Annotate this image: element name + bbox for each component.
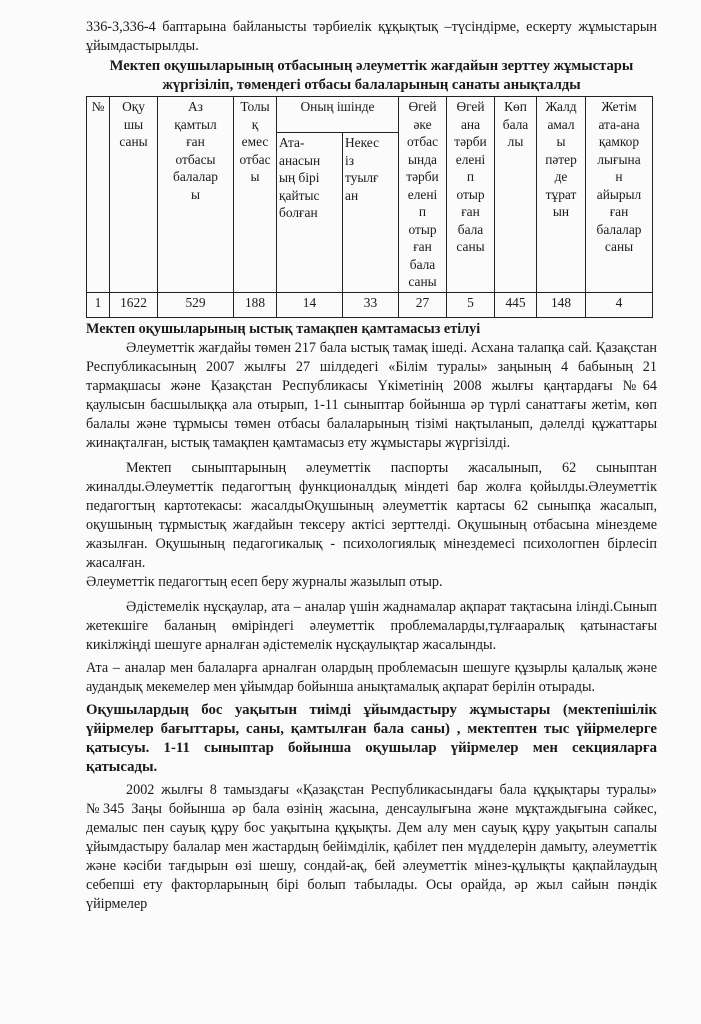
- family-category-table: [86, 96, 653, 318]
- col-out-of-wedlock-header: Некес із туылғ ан: [343, 133, 399, 292]
- col-low-income-header: Аз қамтыл ған отбасы балалар ы: [158, 97, 234, 293]
- table-cell: 1622: [110, 292, 158, 317]
- table-cell: 148: [537, 292, 586, 317]
- table-cell: 5: [447, 292, 495, 317]
- col-students-header: Оқу шы саны: [110, 97, 158, 293]
- table-cell: 27: [399, 292, 447, 317]
- survey-heading: Мектеп оқушыларының отбасының әлеуметтік жағдайын зерттеу жұмыстары жүргізіліп, төмендегі отбасы балаларының санаты анықталды: [109, 58, 634, 93]
- col-large-family-header: Көп бала лы: [495, 97, 537, 293]
- col-stepmother-header: Өгей ана тәрби елені п отыр ған бала саны: [447, 97, 495, 293]
- table-cell: 4: [586, 292, 653, 317]
- col-one-parent-died-header: Ата- анасын ың бірі қайтыс болған: [277, 133, 343, 292]
- methodical-paragraph: Әдістемелік нұсқаулар, ата – аналар үшін жаднамалар ақпарат тақтасына ілінді.Сынып жетекшіге баланың өміріндегі әлеуметтік проблемаларды,тұлғааралық қатынастағы кикілжіңді шешуге арналған әдістемелік нұсқаулықтар жасалынды.: [86, 598, 657, 653]
- col-num-header: №: [87, 97, 110, 293]
- col-rented-header: Жалд амал ы пәтер де тұрат ын: [537, 97, 586, 293]
- reference-paragraph: Ата – аналар мен балаларға арналған олардың проблемасын шешуге құзырлы қалалық және аудандық мекемелер мен ұйымдар бойынша анықтамалық ақпарат берілін отырады.: [86, 659, 657, 695]
- col-stepfather-header: Өгей әке отбас ында тәрби елені п отыр ған бала саны: [399, 97, 447, 293]
- table-header-row: [87, 97, 653, 133]
- rights-paragraph: 2002 жылғы 8 тамыздағы «Қазақстан Республикасындағы бала құқықтары туралы» №345 Заңы бойынша әр бала өзінің жасына, денсаулығына және мұқтаждығына сәйкес, демалыс пен сауық құру бос уақытына құқықты. Дем алу мен сауық құру уақытын сапалы ұйымдастыру балалар мен жастардың бейімділік, қабілет пен мүдделерін дамыту, әлеуметтік және кәсіби тағдырын өзі шешу, сондай-ақ, бей әлеуметтік мінез-құлықты қақпайлаудың себепші ету факторларының бірі болып табылады. Осы орайда, әр жыл сайын пәндік үйірмелер: [86, 781, 657, 912]
- table-cell: 529: [158, 292, 234, 317]
- intro-line: 336-3,336-4 баптарына байланысты тәрбиелік құқықтық –түсіндірме, ескерту жұмыстарын ұйымдастырылды.: [86, 19, 657, 54]
- leisure-heading: Оқушылардың бос уақытын тиімді ұйымдастыру жұмыстары (мектепішілік үйірмелер бағыттары, саны, қамтылған бала саны) , мектептен тыс үйірмелерге қатысуы. 1-11 сыныптар бойынша оқушылар үйірмелер мен секцияларға қатысады.: [86, 701, 657, 775]
- journal-line: Әлеуметтік педагогтың есеп беру журналы жазылып отыр.: [86, 573, 443, 590]
- col-of-which-header: Оның ішінде: [277, 97, 399, 133]
- table-cell: 445: [495, 292, 537, 317]
- col-orphans-header: Жетім ата-ана қамкор лығына н айырыл ған балалар саны: [586, 97, 653, 293]
- meals-heading: Мектеп оқушыларының ыстық тамақпен қамтамасыз етілуі: [86, 320, 481, 337]
- table-cell: 188: [234, 292, 277, 317]
- passport-paragraph: Мектеп сыныптарының әлеуметтік паспорты жасалынып, 62 сыныптан жиналды.Әлеуметтік педагогтың функционалдық міндеті бар жолға қойылды.Әлеуметтік педагогтың картотекасы: жасалдыОқушының әлеуметтік картасы 62 сыныпқа жасалып, оқушының тұрмыстық жағдайын тексеру актісі зерттелді. Оқушының отбасына мінездеме жазылған. Оқушының педагогикалық - психологиялық мінездемесі психологпен бірлесіп жасалған.: [86, 459, 657, 571]
- table-cell: 14: [277, 292, 343, 317]
- table-cell: 33: [343, 292, 399, 317]
- table-row: [87, 292, 653, 317]
- col-incomplete-header: Толы қ емес отбас ы: [234, 97, 277, 293]
- table-cell: 1: [87, 292, 110, 317]
- meals-paragraph: Әлеуметтік жағдайы төмен 217 бала ыстық тамақ ішеді. Асхана талапқа сай. Қазақстан Республикасының 2007 жылғы 27 шілдедегі «Білім туралы» заңының 4 бабының 21 тармақшасы және Қазақстан Республикасы Үкіметінің 2008 жылғы қаңтардағы №64 қаулысын басшылыққа ала отырып, 1-11 сыныптар бойынша әр түрлі санаттағы жетім, көп балалы және тұрмысы төмен отбасы балаларының тізімі нақтыланып, дәлелді құжаттары жинақталған, ыстық тамақпен қамтамасыз ету жұмыстары жүргізілді.: [86, 339, 657, 451]
